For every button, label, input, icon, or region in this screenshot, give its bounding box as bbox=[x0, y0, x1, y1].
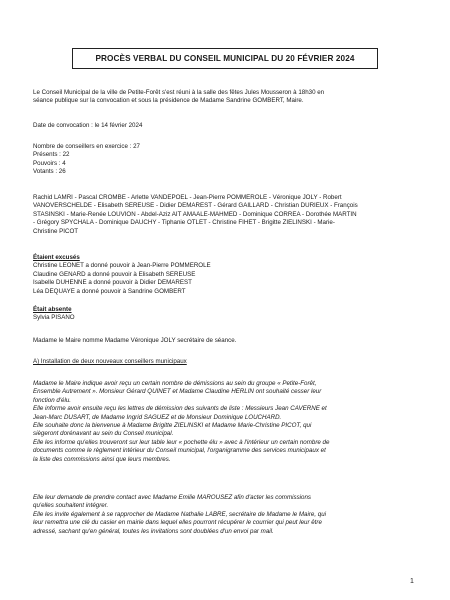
para2-line: Elle les invite également à se rapprocher de Madame Nathalie LABRE, secrétaire de Madame le Maire, qui bbox=[33, 510, 327, 518]
excuse-line: Claudine GENARD a donné pouvoir à Elisabeth SEREUSE bbox=[33, 270, 196, 278]
intro-line: séance publique sur la convocation et sous la présidence de Madame Sandrine GOMBERT, Maire. bbox=[33, 97, 304, 105]
presents-line: Christine PICOT bbox=[33, 227, 79, 235]
para1-line: Madame le Maire indique avoir reçu un certain nombre de démissions au sein du groupe « Petite-Forêt, bbox=[33, 380, 317, 387]
para1-line: fonction d'élu. bbox=[33, 396, 71, 404]
para1-line: la liste des commissions ainsi que leurs membres. bbox=[33, 455, 171, 463]
convocation-date: Date de convocation : le 14 février 2024 bbox=[33, 122, 143, 129]
para1-line: Elle informe avoir ensuite reçu les lettres de démission des suivants de liste : Messieurs Jean CAVERNE et bbox=[33, 405, 327, 413]
excuse-line: Christine LEONET a donné pouvoir à Jean-Pierre POMMEROLE bbox=[33, 262, 211, 270]
para2-line: qu'elles souhaitent intégrer. bbox=[33, 502, 109, 510]
count-line: Nombre de conseillers en exercice : 27 bbox=[33, 143, 140, 150]
intro-line: Le Conseil Municipal de la ville de Petite-Forêt s'est réuni à la salle des fêtes Jules Mousseron à 18h30 en bbox=[33, 89, 325, 96]
para1-line: Jean-Marc DUSART, de Madame Ingrid SAGUEZ et de Monsieur Dominique LOUCHARD. bbox=[33, 413, 282, 421]
absente-heading: Était absente bbox=[33, 306, 72, 313]
paragraph-2 bbox=[33, 494, 419, 536]
para2-line: adressé, sachant qu'en général, toutes les invitations sont doublées d'un envoi par mail. bbox=[33, 527, 274, 535]
para1-line: documents comme le règlement intérieur du Conseil municipal, l'organigramme des services municipaux et bbox=[33, 447, 326, 455]
intro-paragraph bbox=[33, 89, 419, 106]
count-line: Votants : 26 bbox=[33, 168, 66, 176]
presents-line: VANOVERSCHELDE - Elisabeth SEREUSE - Didier DEMAREST - Gérard GAILLARD - Christian DURIEUX - François bbox=[33, 202, 358, 210]
para1-line: Elle les informe qu'elles trouveront sur leur table leur « pochette élu » avec à l'intérieur un certain nombre de bbox=[33, 438, 330, 446]
para1-line: Elle souhaite donc la bienvenue à Madame Brigitte ZIELINSKI et Madame Marie-Christine PICOT, qui bbox=[33, 422, 312, 430]
count-line: Pouvoirs : 4 bbox=[33, 159, 66, 167]
absente-name: Sylvia PISANO bbox=[33, 314, 75, 322]
section-a-heading: A) Installation de deux nouveaux conseillers municipaux bbox=[33, 358, 187, 365]
excuse-line: Léa DEQUAYE a donné pouvoir à Sandrine GOMBERT bbox=[33, 287, 186, 295]
page-number: 1 bbox=[410, 578, 414, 585]
para1-line: siègeront dorénavant au sein du Conseil municipal. bbox=[33, 430, 174, 438]
excuses-block bbox=[33, 254, 419, 296]
title-box bbox=[72, 48, 378, 69]
excuse-line: Isabelle DUHENNE a donné pouvoir à Didier DEMAREST bbox=[33, 279, 192, 287]
presents-line: Rachid LAMRI - Pascal CROMBE - Arlette VANDEPOEL - Jean-Pierre POMMEROLE - Véronique JOLY - Robert bbox=[33, 194, 342, 201]
para2-line: leur remettra une clé du casier en mairie dans lequel elles pourront récupérer le courrier qui peut leur être bbox=[33, 519, 322, 527]
para2-line: Elle leur demande de prendre contact avec Madame Emilie MAROUSEZ afin d'acter les commissions bbox=[33, 494, 312, 501]
paragraph-1 bbox=[33, 380, 419, 464]
para1-line: Ensemble Autrement ». Monsieur Gérard QUINET et Madame Claudine HERLIN ont souhaité cesser leur bbox=[33, 388, 322, 396]
excuses-heading: Étaient excusés bbox=[33, 254, 80, 261]
document-title: PROCÈS VERBAL DU CONSEIL MUNICIPAL DU 20 FÉVRIER 2024 bbox=[95, 54, 355, 63]
presents-line: STASINSKI - Marie-Renée LOUVION - Abdel-Aziz AIT AMAALE-MAHMED - Dominique CORREA - Dorothée MARTIN bbox=[33, 210, 357, 218]
count-line: Présents : 22 bbox=[33, 151, 70, 159]
presents-line: - Grégory SPYCHALA - Dominique DAUCHY - Tiphanie OTLET - Christine FIHET - Brigitte ZIELINSKI - Marie- bbox=[33, 219, 335, 227]
secretaire-line: Madame le Maire nomme Madame Véronique JOLY secrétaire de séance. bbox=[33, 337, 237, 344]
presents-paragraph bbox=[33, 194, 419, 236]
counts-block bbox=[33, 143, 419, 177]
absente-block bbox=[33, 306, 419, 323]
